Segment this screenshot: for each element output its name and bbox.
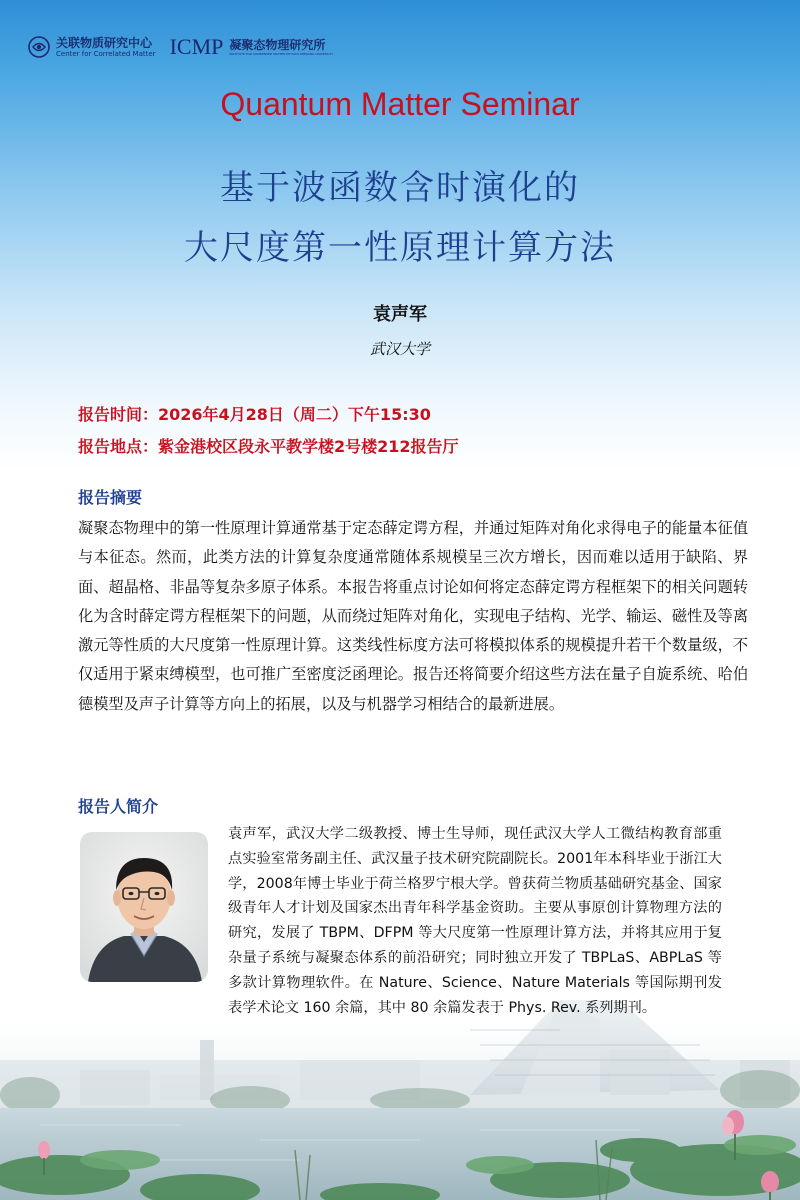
talk-title-line-2: 大尺度第一性原理计算方法 <box>184 228 616 268</box>
bio-text: 袁声军，武汉大学二级教授、博士生导师，现任武汉大学人工微结构教育部重点实验室常务副主任、武汉量子技术研究院副院长。2001年本科毕业于浙江大学，2008年博士毕业于荷兰格罗宁根大学。曾获荷兰物质基础研究基金、国家级青年人才计划及国家杰出青年科学基金资助。主要从事原创计算物理方法的研究，发展了 TBPM、DFPM 等大尺度第一性原理计算方法，并将其应用于复杂量子系统与凝聚态体系的前沿研究；同时独立开发了 TBPLaS、ABPLaS 等多款计算物理软件。在 Nature、Science、Nature Materials 等国际期刊发表学术论文 160 余篇，其中 80 余篇发表于 Phys. Rev. 系列期刊。 <box>228 826 722 1016</box>
abstract-text: 凝聚态物理中的第一性原理计算通常基于定态薛定谔方程，并通过矩阵对角化求得电子的能量本征值与本征态。然而，此类方法的计算复杂度通常随体系规模呈三次方增长，因而难以适用于缺陷、界面、超晶格、非晶等复杂多原子体系。本报告将重点讨论如何将定态薛定谔方程框架下的相关问题转化为含时薛定谔方程框架下的问题，从而绕过矩阵对角化，实现电子结构、光学、输运、磁性及等离激元等性质的大尺度第一性原理计算。这类线性标度方法可将模拟体系的规模提升若干个数量级，不仅适用于紧束缚模型，也可推广至密度泛函理论。报告还将简要介绍这些方法在量子自旋系统、哈伯德模型及声子计算等方向上的拓展，以及与机器学习相结合的最新进展。 <box>78 519 748 713</box>
speaker-portrait-image <box>80 832 208 982</box>
ccm-emblem-icon <box>28 36 50 58</box>
seminar-series-title: Quantum Matter Seminar <box>220 86 580 122</box>
icmp-name-en: INSTITUTE FOR CONDENSED MATTER PHYSICS ZHEJIANG UNIVERSITY <box>229 52 334 56</box>
bio-heading: 报告人简介 <box>78 797 159 816</box>
talk-location: 报告地点：紫金港校区段永平教学楼2号楼212报告厅 <box>78 437 459 456</box>
abstract-heading: 报告摘要 <box>78 488 143 507</box>
ccm-name-cn: 关联物质研究中心 <box>56 35 153 50</box>
icmp-logo-text <box>223 38 333 56</box>
ccm-logo-text <box>56 36 156 59</box>
ccm-name-en: Center for Correlated Matter <box>56 49 156 58</box>
icmp-logo-abbr: ICMP <box>169 34 224 59</box>
talk-time: 报告时间：2026年4月28日（周二）下午15:30 <box>78 405 431 424</box>
icmp-name-cn: 凝聚态物理研究所 <box>229 38 326 52</box>
talk-title-line-1: 基于波函数含时演化的 <box>220 168 580 208</box>
speaker-photo <box>80 832 208 982</box>
speaker-name: 袁声军 <box>373 304 427 325</box>
header-logos <box>28 30 333 64</box>
speaker-affiliation: 武汉大学 <box>369 340 430 358</box>
